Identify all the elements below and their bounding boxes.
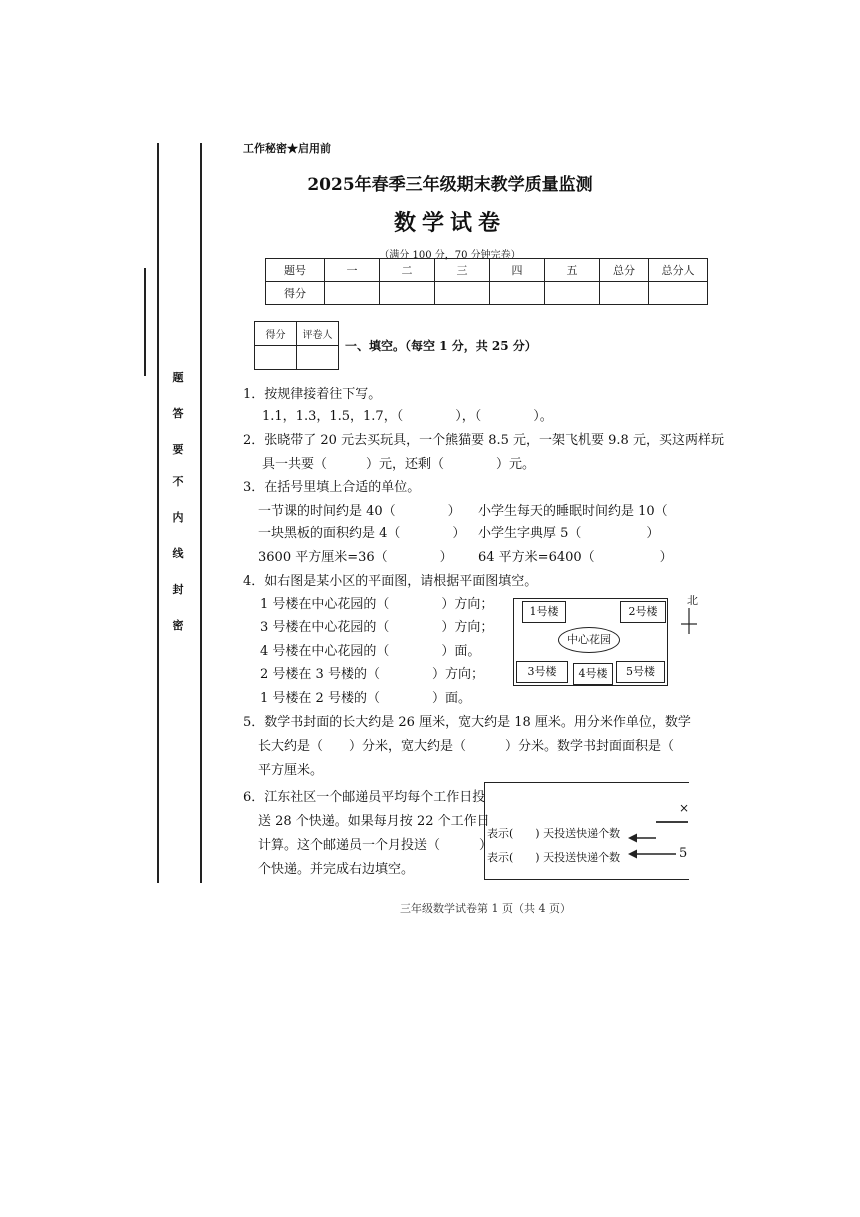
exam-title: 2025年春季三年级期末教学质量监测	[307, 175, 593, 195]
building-1: 1号楼	[522, 601, 566, 623]
score-cell[interactable]	[649, 282, 708, 305]
score-header-cell: 总分	[600, 259, 649, 282]
q2-line1: 2．张晓带了 20 元去买玩具，一个熊猫要 8.5 元，一架飞机要 9.8 元，买这两样玩	[243, 433, 724, 448]
q2-line2: 具一共要（ ）元，还剩（ ）元。	[262, 457, 536, 472]
q1-blanks: 1.1，1.3，1.5，1.7，（ ），（ ）。	[262, 409, 553, 424]
margin-line-outer	[157, 143, 159, 883]
seal-char: 封	[172, 583, 184, 596]
q3-item: 3600 平方厘米=36（ ）	[258, 550, 453, 565]
multiply-mark: ×	[679, 801, 690, 815]
north-label: 北	[687, 594, 698, 607]
score-header-cell: 总分人	[649, 259, 708, 282]
seal-char: 不	[172, 475, 184, 488]
q3-item: 小学生每天的睡眠时间约是 10（	[478, 504, 668, 519]
score-cell[interactable]	[380, 282, 435, 305]
q6-row2-label: 表示( ) 天投送快递个数	[487, 851, 621, 864]
score-cell[interactable]	[545, 282, 600, 305]
grader-score-cell[interactable]	[255, 346, 297, 370]
north-arrow-icon	[677, 608, 701, 634]
score-table-row	[266, 282, 708, 305]
score-cell[interactable]	[435, 282, 490, 305]
building-4: 4号楼	[573, 663, 613, 685]
score-row-label: 得分	[266, 282, 325, 305]
page-footer: 三年级数学试卷第 1 页（共 4 页）	[400, 902, 571, 915]
q1-stem: 1．按规律接着往下写。	[243, 387, 382, 402]
score-header-cell: 三	[435, 259, 490, 282]
q3-item: 64 平方米=6400（ ）	[478, 550, 673, 565]
q6-row1-label: 表示( ) 天投送快递个数	[487, 827, 621, 840]
margin-mark	[144, 268, 146, 376]
q4-line: 3 号楼在中心花园的（ ）方向；	[260, 620, 494, 635]
seal-char: 线	[172, 547, 184, 560]
q5-line3: 平方厘米。	[258, 763, 324, 778]
q3-stem: 3．在括号里填上合适的单位。	[243, 480, 421, 495]
seal-char: 要	[172, 443, 184, 456]
q4-line: 4 号楼在中心花园的（ ）面。	[260, 644, 481, 659]
q3-item: 一节课的时间约是 40（ ）	[258, 504, 461, 519]
seal-char: 密	[172, 619, 184, 632]
exam-note: （满分 100 分，70 分钟完卷）	[379, 250, 521, 261]
seal-char: 答	[172, 407, 184, 420]
grader-score-label: 得分	[255, 322, 297, 346]
confidential-label: 工作秘密★启用前	[243, 142, 331, 155]
central-garden: 中心花园	[558, 627, 620, 653]
score-cell[interactable]	[325, 282, 380, 305]
score-header-cell: 一	[325, 259, 380, 282]
q4-stem: 4．如右图是某小区的平面图，请根据平面图填空。	[243, 574, 538, 589]
building-3: 3号楼	[516, 661, 568, 683]
exam-subtitle: 数学试卷	[393, 210, 506, 236]
score-header-cell: 题号	[266, 259, 325, 282]
seal-char: 题	[172, 371, 184, 384]
q5-line2: 长大约是（ ）分米，宽大约是（ ）分米。数学书封面面积是（	[258, 739, 675, 754]
grader-reviewer-label: 评卷人	[297, 322, 339, 346]
seal-char: 内	[172, 511, 184, 524]
score-cell[interactable]	[600, 282, 649, 305]
q4-line: 2 号楼在 3 号楼的（ ）方向；	[260, 667, 484, 682]
grader-table	[254, 321, 339, 370]
score-header-cell: 五	[545, 259, 600, 282]
score-table-header-row	[266, 259, 708, 282]
q5-line1: 5．数学书封面的长大约是 26 厘米，宽大约是 18 厘米。用分米作单位，数学	[243, 715, 691, 730]
q4-line: 1 号楼在中心花园的（ ）方向；	[260, 597, 494, 612]
q3-item: 一块黑板的面积约是 4（ ）	[258, 526, 466, 541]
q4-line: 1 号楼在 2 号楼的（ ）面。	[260, 691, 471, 706]
q6-line: 送 28 个快递。如果每月按 22 个工作日	[258, 814, 490, 829]
grader-reviewer-cell[interactable]	[297, 346, 339, 370]
q6-line: 计算。这个邮递员一个月投送（ ）	[258, 838, 493, 853]
section1-title: 一、填空。（每空 1 分，共 25 分）	[345, 339, 537, 353]
community-map	[513, 598, 668, 686]
q6-number-mark: 5	[679, 846, 688, 861]
building-5: 5号楼	[616, 661, 665, 683]
q3-item: 小学生字典厚 5（ ）	[478, 526, 660, 541]
q6-line: 6．江东社区一个邮递员平均每个工作日投	[243, 790, 486, 805]
score-header-cell: 二	[380, 259, 435, 282]
q6-line: 个快递。并完成右边填空。	[258, 862, 415, 877]
score-cell[interactable]	[490, 282, 545, 305]
q6-arrows	[628, 814, 688, 876]
score-header-cell: 四	[490, 259, 545, 282]
building-2: 2号楼	[620, 601, 666, 623]
score-table	[265, 258, 708, 305]
